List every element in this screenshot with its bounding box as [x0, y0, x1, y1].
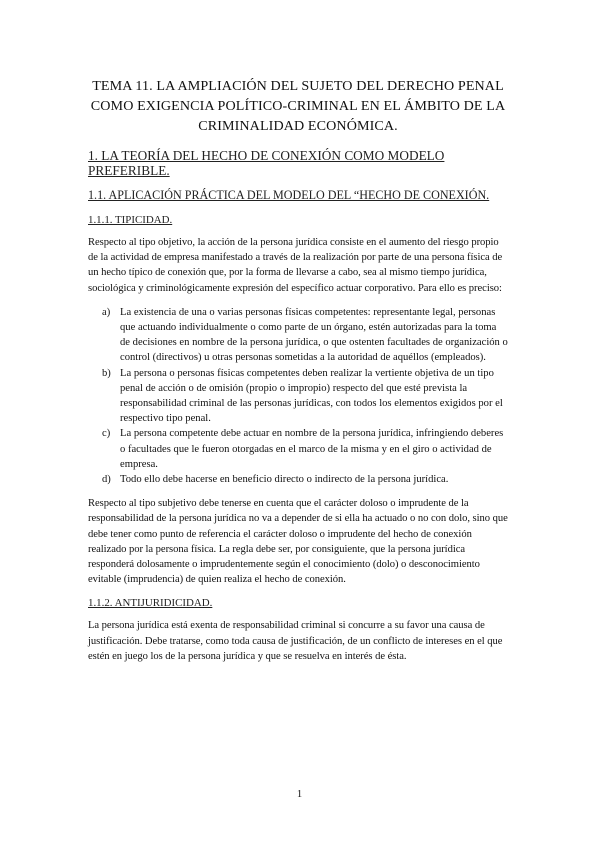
list-item-label: c) [102, 428, 111, 440]
paragraph-tipo-objetivo: Respecto al tipo objetivo, la acción de la persona jurídica consiste en el aumento del riesgo propio de la actividad de empresa manifestado a través de la realización por parte de una persona física de un hecho típico de conexión que, por la forma de llevarse a cabo, sea al mismo tiempo jurídica, sociológica y criminológicamente expresión del específico actuar corporativo. Para ello es preciso: [88, 237, 503, 294]
list-item-label: d) [102, 474, 111, 486]
section-heading: 1. LA TEORÍA DEL HECHO DE CONEXIÓN COMO MODELO PREFERIBLE. [88, 148, 445, 178]
antijuridicidad-heading: 1.1.2. ANTIJURIDICIDAD. [88, 597, 213, 610]
list-item-text: Todo ello debe hacerse en beneficio directo o indirecto de la persona jurídica. [120, 474, 449, 486]
page-number: 1 [296, 789, 303, 800]
paragraph-tipo-subjetivo: Respecto al tipo subjetivo debe tenerse en cuenta que el carácter doloso o imprudente de la responsabilidad de la persona jurídica no va a depender de si ella ha actuado o no con dolo, sino que debe tener como punto de referencia el carácter doloso o imprudente del hecho de conexión realizado por la persona física. La regla debe ser, por consiguiente, que la persona jurídica responderá dolosamente o imprudentemente según el conocimiento (dolo) o desconocimiento evitable (imprudencia) de quien realiza el hecho de conexión. [88, 498, 508, 586]
requirements-list [88, 305, 508, 487]
list-item-label: a) [102, 306, 111, 318]
subsection-heading: 1.1. APLICACIÓN PRÁCTICA DEL MODELO DEL “HECHO DE CONEXIÓN. [88, 188, 490, 202]
document-page [88, 76, 508, 673]
tipicidad-heading: 1.1.1. TIPICIDAD. [88, 214, 173, 226]
list-item [88, 366, 508, 427]
paragraph-antijuridicidad: La persona jurídica está exenta de responsabilidad criminal si concurre a su favor una causa de justificación. Debe tratarse, como toda causa de justificación, de un conflicto de intereses en el que estén en juego los de la persona jurídica y que se resuelva en interés de ésta. [88, 620, 503, 662]
list-item-label: b) [102, 367, 111, 379]
document-title: TEMA 11. LA AMPLIACIÓN DEL SUJETO DEL DERECHO PENAL COMO EXIGENCIA POLÍTICO-CRIMINAL EN EL ÁMBITO DE LA CRIMINALIDAD ECONÓMICA. [90, 78, 506, 134]
list-item [88, 472, 508, 487]
list-item [88, 305, 508, 366]
list-item-text: La persona o personas físicas competentes deben realizar la vertiente objetiva de un tipo penal de acción o de omisión (propio o impropio) respecto del que esté prevista la responsabilidad criminal de las personas jurídicas, con todos los elementos exigidos por el respectivo tipo penal. [120, 367, 503, 425]
list-item [88, 426, 508, 472]
list-item-text: La persona competente debe actuar en nombre de la persona jurídica, infringiendo deberes o facultades que le fueron otorgadas en el marco de la misma y en el giro o actividad de empresa. [120, 428, 504, 470]
list-item-text: La existencia de una o varias personas físicas competentes: representante legal, personas que actuando individualmente o como parte de un órgano, estén autorizadas para la toma de decisiones en nombre de la persona jurídica, o que ostenten facultades de organización o control (directivos) u otras personas sometidas a la autoridad de aquéllos (empleados). [120, 306, 508, 364]
